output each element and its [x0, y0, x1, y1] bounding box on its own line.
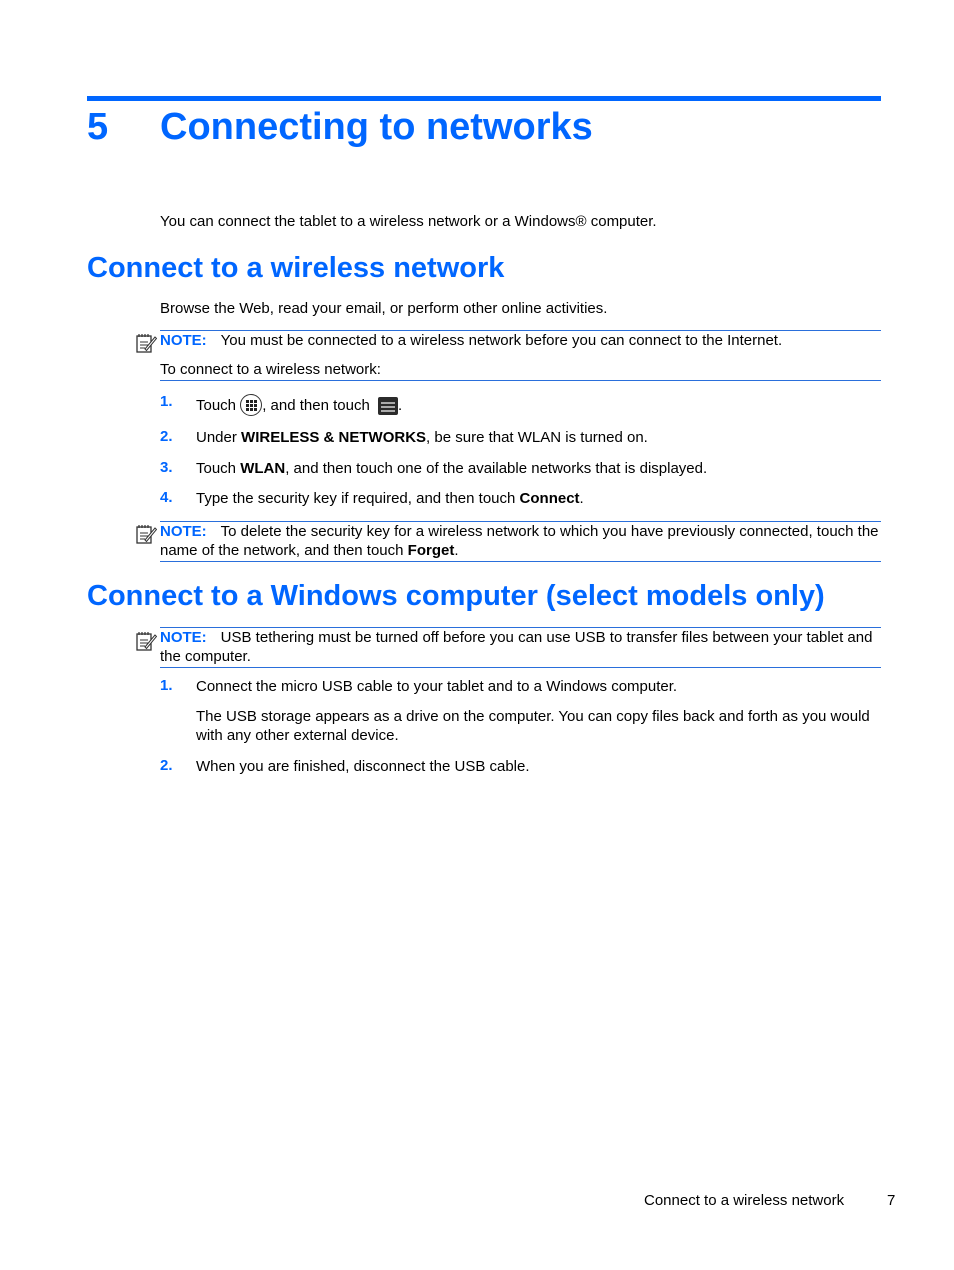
settings-icon	[378, 397, 398, 415]
step-number: 2.	[160, 428, 173, 445]
step-text-bold: Connect	[519, 490, 580, 507]
note-internet	[160, 330, 881, 351]
footer-page-number: 7	[887, 1192, 896, 1209]
step-detail: The USB storage appears as a drive on the computer. You can copy files back and forth as you would with any other external device.	[196, 708, 870, 744]
note-text: To delete the security key for a wireless network to which you have previously connected, touch the name of the network, and then touch	[160, 523, 879, 559]
footer-section-title: Connect to a wireless network	[644, 1192, 845, 1209]
step-number: 3.	[160, 459, 173, 476]
section-heading-windows: Connect to a Windows computer (select models only)	[87, 580, 825, 612]
note-label: NOTE:	[160, 523, 207, 540]
step-text-bold: WLAN	[240, 460, 286, 477]
procedure-label: To connect to a wireless network:	[160, 360, 881, 381]
note-icon	[135, 522, 157, 544]
step-text-part: , and then touch one of the available networks that is displayed.	[285, 460, 708, 477]
step-text-bold: WIRELESS & NETWORKS	[241, 429, 427, 446]
note-label: NOTE:	[160, 629, 207, 646]
note-text-bold: Forget	[407, 542, 455, 559]
step-text-part: , be sure that WLAN is turned on.	[426, 429, 648, 446]
note-forget-key	[160, 521, 881, 562]
note-icon	[135, 331, 157, 353]
note-text: You must be connected to a wireless network before you can connect to the Internet.	[220, 332, 783, 349]
step-text-part: Touch	[196, 460, 241, 477]
step-text-part: Under	[196, 429, 242, 446]
section-lead: Browse the Web, read your email, or perform other online activities.	[160, 300, 608, 317]
note-usb-tethering	[160, 627, 881, 668]
step-text	[196, 428, 648, 447]
section-heading-wireless: Connect to a wireless network	[87, 252, 505, 284]
note-text-part: .	[454, 542, 459, 559]
step-number: 2.	[160, 757, 173, 774]
step-text-part: Type the security key if required, and then touch	[196, 490, 520, 507]
step-text	[196, 394, 402, 416]
step-text-part: .	[579, 490, 584, 507]
intro-paragraph: You can connect the tablet to a wireless network or a Windows® computer.	[160, 213, 657, 230]
chapter-title: Connecting to networks	[160, 106, 593, 148]
step-number: 1.	[160, 393, 173, 410]
step-text-part: .	[397, 397, 403, 414]
step-number: 1.	[160, 677, 173, 694]
chapter-number: 5	[87, 106, 109, 148]
step-number: 4.	[160, 489, 173, 506]
step-text: Connect the micro USB cable to your tablet and to a Windows computer.	[196, 678, 678, 695]
note-label: NOTE:	[160, 332, 207, 349]
step-text	[196, 489, 584, 508]
apps-icon	[240, 394, 262, 416]
step-text: When you are finished, disconnect the USB cable.	[196, 758, 530, 775]
step-text	[196, 459, 707, 478]
step-text-part: Touch	[196, 397, 237, 414]
chapter-rule	[87, 96, 881, 101]
note-icon	[135, 629, 157, 651]
step-text-part: , and then touch	[262, 397, 370, 414]
note-text: USB tethering must be turned off before you can use USB to transfer files between your tablet and the computer.	[160, 629, 873, 665]
chapter-heading	[87, 106, 593, 149]
